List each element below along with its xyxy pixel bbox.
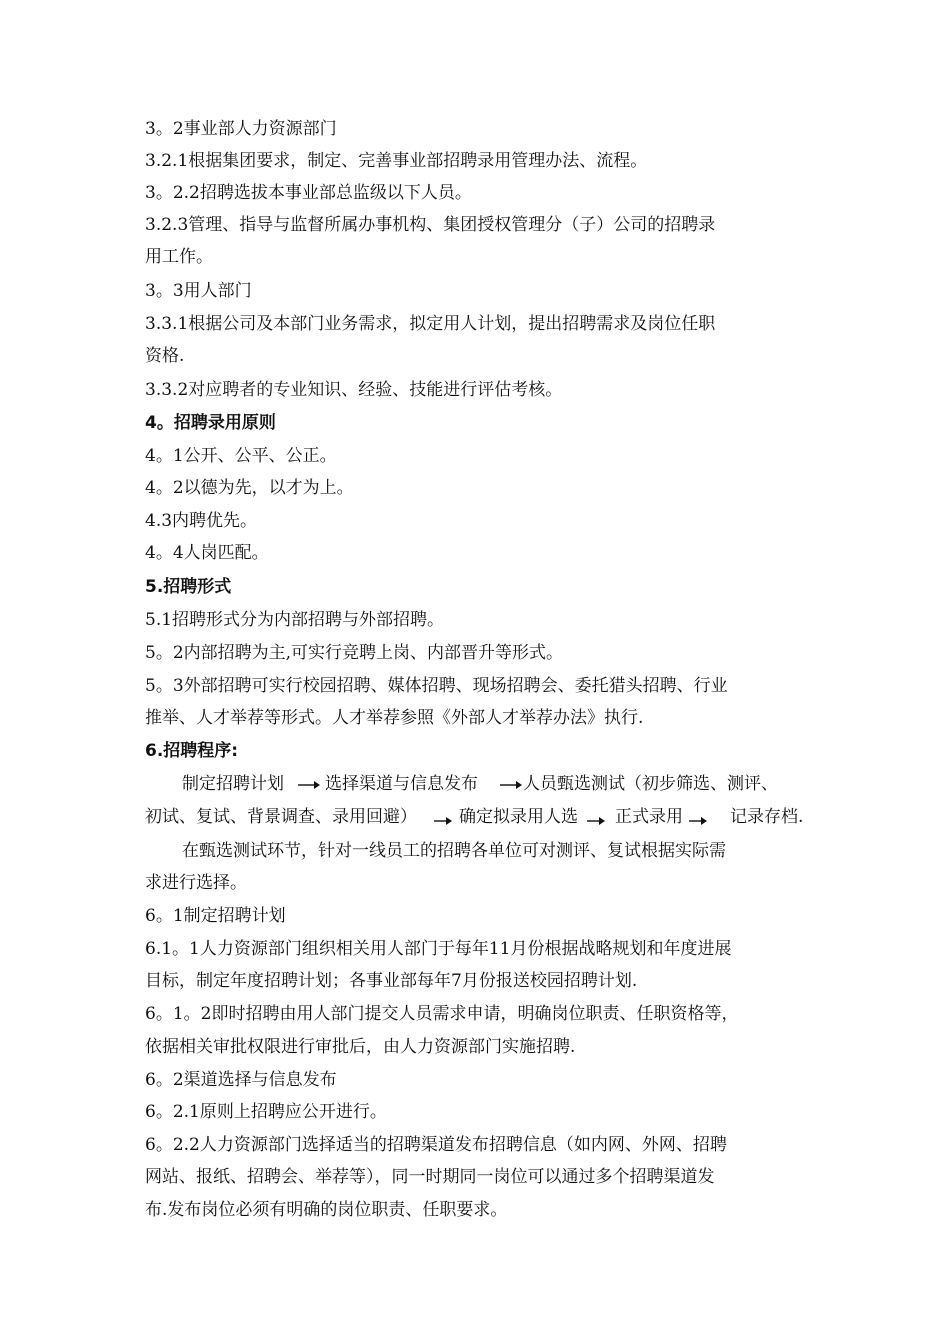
paragraph-6-2-2-cont2: 布.发布岗位必须有明确的岗位职责、任职要求。 <box>145 1200 508 1220</box>
paragraph-3-3-2: 3.3.2对应聘者的专业知识、经验、技能进行评估考核。 <box>145 380 563 400</box>
paragraph-3-2-3-cont: 用工作。 <box>145 247 213 267</box>
flow-step-hire: 正式录用 <box>615 807 683 827</box>
paragraph-4-2: 4。2以德为先，以才为上。 <box>145 478 354 498</box>
arrow-right-icon <box>433 812 453 826</box>
section-3-3-heading: 3。3用人部门 <box>145 281 252 301</box>
flow-step-archive: 记录存档. <box>730 807 804 827</box>
paragraph-5-2: 5。2内部招聘为主,可实行竞聘上岗、内部晋升等形式。 <box>145 643 564 663</box>
paragraph-screening-note-cont: 求进行选择。 <box>145 873 247 893</box>
process-flow-row-1 <box>145 773 815 795</box>
flow-step-screening: 人员甄选测试（初步筛选、测评、 <box>523 774 778 794</box>
section-5-heading: 5.招聘形式 <box>145 577 232 597</box>
section-6-1-heading: 6。1制定招聘计划 <box>145 906 286 926</box>
section-6-2-heading: 6。2渠道选择与信息发布 <box>145 1070 337 1090</box>
arrow-right-icon <box>499 777 523 791</box>
paragraph-3-3-1: 3.3.1根据公司及本部门业务需求，拟定用人计划，提出招聘需求及岗位任职 <box>145 314 716 334</box>
paragraph-4-1: 4。1公开、公平、公正。 <box>145 446 337 466</box>
paragraph-5-3-cont: 推举、人才举荐等形式。人才举荐参照《外部人才举荐办法》执行. <box>145 708 644 728</box>
section-4-heading: 4。招聘录用原则 <box>145 413 276 433</box>
paragraph-6-1-1-cont: 目标，制定年度招聘计划；各事业部每年7月份报送校园招聘计划. <box>145 971 638 991</box>
paragraph-6-2-2: 6。2.2人力资源部门选择适当的招聘渠道发布招聘信息（如内网、外网、招聘 <box>145 1135 727 1155</box>
paragraph-5-3: 5。3外部招聘可实行校园招聘、媒体招聘、现场招聘会、委托猎头招聘、行业 <box>145 676 728 696</box>
section-6-heading: 6.招聘程序: <box>145 741 239 761</box>
arrow-right-icon <box>297 777 321 791</box>
paragraph-3-3-1-cont: 资格. <box>145 346 185 366</box>
paragraph-5-1: 5.1招聘形式分为内部招聘与外部招聘。 <box>145 610 445 630</box>
arrow-right-icon <box>688 812 708 826</box>
flow-step-channel: 选择渠道与信息发布 <box>325 774 478 794</box>
flow-step-candidate: 确定拟录用人选 <box>459 807 578 827</box>
arrow-right-icon <box>586 812 606 826</box>
paragraph-3-2-1: 3.2.1根据集团要求，制定、完善事业部招聘录用管理办法、流程。 <box>145 151 648 171</box>
paragraph-3-2-2: 3。2.2招聘选拔本事业部总监级以下人员。 <box>145 183 472 203</box>
paragraph-screening-note: 在甄选测试环节，针对一线员工的招聘各单位可对测评、复试根据实际需 <box>182 841 726 861</box>
process-flow-row-2 <box>145 806 815 828</box>
paragraph-4-4: 4。4人岗匹配。 <box>145 543 269 563</box>
flow-step-screening-cont: 初试、复试、背景调查、录用回避） <box>145 807 417 827</box>
paragraph-3-2-3: 3.2.3管理、指导与监督所属办事机构、集团授权管理分（子）公司的招聘录 <box>145 215 716 235</box>
section-3-2-heading: 3。2事业部人力资源部门 <box>145 119 337 139</box>
paragraph-6-2-2-cont: 网站、报纸、招聘会、举荐等），同一时期同一岗位可以通过多个招聘渠道发 <box>145 1167 715 1187</box>
paragraph-6-1-2-cont: 依据相关审批权限进行审批后，由人力资源部门实施招聘. <box>145 1037 576 1057</box>
paragraph-6-1-2: 6。1。2即时招聘由用人部门提交人员需求申请，明确岗位职责、任职资格等， <box>145 1004 739 1024</box>
paragraph-6-1-1: 6.1。1人力资源部门组织相关用人部门于每年11月份根据战略规划和年度进展 <box>145 939 732 959</box>
paragraph-4-3: 4.3内聘优先。 <box>145 511 258 531</box>
paragraph-6-2-1: 6。2.1原则上招聘应公开进行。 <box>145 1102 387 1122</box>
flow-step-plan: 制定招聘计划 <box>182 774 284 794</box>
